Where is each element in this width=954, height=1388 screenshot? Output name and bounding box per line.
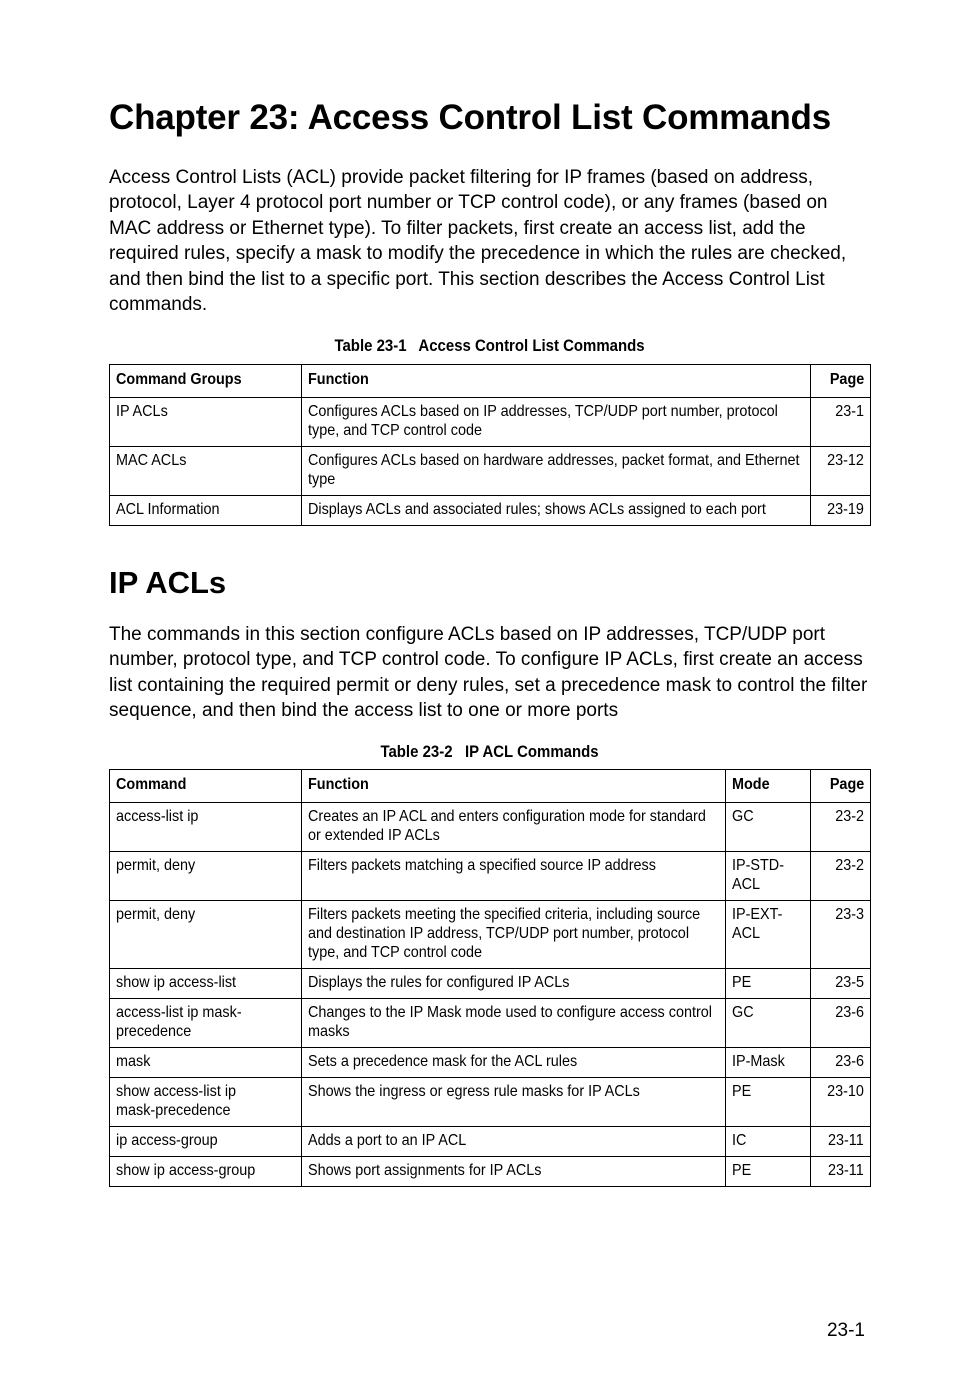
table-cell xyxy=(726,1127,811,1157)
table-row xyxy=(110,901,871,969)
header-cell xyxy=(811,365,871,398)
table-cell xyxy=(302,447,811,496)
table-row xyxy=(110,496,871,526)
cell-text: 23-11 xyxy=(828,1162,864,1179)
cell-text: GC xyxy=(732,808,754,825)
header-label: Command xyxy=(116,776,187,793)
cell-text: 23-12 xyxy=(827,452,864,469)
table-cell xyxy=(302,1048,726,1078)
header-cell xyxy=(726,770,811,803)
table-cell xyxy=(726,1078,811,1127)
cell-text: Configures ACLs based on hardware addresses, packet format, and Ethernet type xyxy=(308,452,800,488)
table-cell xyxy=(110,969,302,999)
cell-text: MAC ACLs xyxy=(116,452,187,469)
table-row xyxy=(110,1157,871,1187)
table-cell xyxy=(302,969,726,999)
ip-acl-commands-table xyxy=(109,769,871,1187)
cell-text: access-list ip xyxy=(116,808,199,825)
table-cell xyxy=(811,1048,871,1078)
table-cell xyxy=(811,1127,871,1157)
table-cell xyxy=(726,901,811,969)
table-row xyxy=(110,999,871,1048)
cell-text: IP-EXT-ACL xyxy=(732,906,783,942)
table-cell xyxy=(110,901,302,969)
cell-text: 23-5 xyxy=(835,974,864,991)
header-label: Function xyxy=(308,776,369,793)
table-row xyxy=(110,803,871,852)
header-cell xyxy=(110,770,302,803)
cell-text: permit, deny xyxy=(116,857,196,874)
table-cell xyxy=(811,969,871,999)
cell-text: Displays ACLs and associated rules; shows ACLs assigned to each port xyxy=(308,501,766,518)
cell-text: 23-11 xyxy=(828,1132,864,1149)
cell-text: GC xyxy=(732,1004,754,1021)
table-cell xyxy=(726,803,811,852)
cell-text: permit, deny xyxy=(116,906,196,923)
chapter-title: Chapter 23: Access Control List Commands xyxy=(109,98,831,137)
cell-text: IP ACLs xyxy=(116,403,168,420)
table-cell xyxy=(811,496,871,526)
table-cell xyxy=(110,1048,302,1078)
cell-text: Displays the rules for configured IP ACLs xyxy=(308,974,570,991)
table-cell xyxy=(110,1157,302,1187)
cell-text: mask xyxy=(116,1053,151,1070)
cell-text: 23-6 xyxy=(835,1004,864,1021)
table-cell xyxy=(811,901,871,969)
cell-text: IP-STD-ACL xyxy=(732,857,785,893)
cell-text: 23-2 xyxy=(835,857,864,874)
table-cell xyxy=(302,999,726,1048)
cell-text: Shows port assignments for IP ACLs xyxy=(308,1162,542,1179)
table-cell xyxy=(811,803,871,852)
cell-text: show ip access-group xyxy=(116,1162,256,1179)
header-cell xyxy=(110,365,302,398)
header-label: Mode xyxy=(732,776,770,793)
table-cell xyxy=(110,398,302,447)
page-number: 23-1 xyxy=(826,1320,865,1341)
table-row xyxy=(110,969,871,999)
intro-paragraph: Access Control Lists (ACL) provide packet filtering for IP frames (based on address, protocol, Layer 4 protocol port number or TCP control code), or any frames (based on MAC address or Ethernet type). To filter packets, first create an access list, add the required rules, specify a mask to modify the precedence in which the rules are checked, and then bind the list to a specific port. This section describes the Access Control List commands. xyxy=(109,167,847,316)
cell-text: IC xyxy=(732,1132,747,1149)
table-cell xyxy=(110,447,302,496)
cell-text: 23-19 xyxy=(827,501,864,518)
table-header-row xyxy=(110,365,871,398)
header-cell xyxy=(811,770,871,803)
header-label: Command Groups xyxy=(116,371,242,388)
table-cell xyxy=(302,1078,726,1127)
cell-text: 23-10 xyxy=(827,1083,864,1100)
header-label: Page xyxy=(829,776,864,793)
cell-text: Changes to the IP Mask mode used to configure access control masks xyxy=(308,1004,712,1040)
cell-text: PE xyxy=(732,1083,752,1100)
table-cell xyxy=(110,803,302,852)
table2-caption: Table 23-2 IP ACL Commands xyxy=(380,742,599,761)
cell-text: IP-Mask xyxy=(732,1053,785,1070)
table-cell xyxy=(811,1157,871,1187)
table-row xyxy=(110,852,871,901)
table-cell xyxy=(110,999,302,1048)
cell-text: Sets a precedence mask for the ACL rules xyxy=(308,1053,578,1070)
table-cell xyxy=(302,1127,726,1157)
table-cell xyxy=(110,852,302,901)
cell-text: Filters packets meeting the specified criteria, including source and destination IP address, TCP/UDP port number, protocol type, and TCP control code xyxy=(308,906,701,961)
table-row xyxy=(110,1048,871,1078)
table-cell xyxy=(811,1078,871,1127)
cell-text: access-list ip mask-precedence xyxy=(116,1004,242,1040)
cell-text: 23-3 xyxy=(835,906,864,923)
cell-text: 23-6 xyxy=(835,1053,864,1070)
cell-text: show ip access-list xyxy=(116,974,237,991)
header-label: Page xyxy=(829,371,864,388)
table-cell xyxy=(302,901,726,969)
header-label: Function xyxy=(308,371,369,388)
cell-text: PE xyxy=(732,974,752,991)
cell-text: Adds a port to an IP ACL xyxy=(308,1132,467,1149)
table-cell xyxy=(811,447,871,496)
header-cell xyxy=(302,770,726,803)
section-title: IP ACLs xyxy=(109,565,227,600)
table-row xyxy=(110,398,871,447)
table-row xyxy=(110,1078,871,1127)
table-header-row xyxy=(110,770,871,803)
section-intro-paragraph: The commands in this section configure ACLs based on IP addresses, TCP/UDP port number, protocol type, and TCP control code. To configure IP ACLs, first create an access list containing the required permit or deny rules, set a precedence mask to control the filter sequence, and then bind the access list to one or more ports xyxy=(109,624,868,722)
table-cell xyxy=(811,398,871,447)
acl-command-groups-table xyxy=(109,364,871,526)
table1-caption: Table 23-1 Access Control List Commands xyxy=(334,336,645,355)
table-cell xyxy=(110,1078,302,1127)
cell-text: 23-1 xyxy=(835,403,864,420)
table-cell xyxy=(302,398,811,447)
table-cell xyxy=(726,969,811,999)
table-cell xyxy=(302,803,726,852)
table-cell xyxy=(726,1157,811,1187)
table-cell xyxy=(302,852,726,901)
table-cell xyxy=(811,999,871,1048)
cell-text: ip access-group xyxy=(116,1132,218,1149)
table-cell xyxy=(726,1048,811,1078)
cell-text: show access-list ip mask-precedence xyxy=(116,1083,237,1119)
cell-text: PE xyxy=(732,1162,752,1179)
table-cell xyxy=(302,496,811,526)
table-row xyxy=(110,1127,871,1157)
cell-text: 23-2 xyxy=(835,808,864,825)
cell-text: Creates an IP ACL and enters configuration mode for standard or extended IP ACLs xyxy=(308,808,706,844)
table-cell xyxy=(302,1157,726,1187)
cell-text: Shows the ingress or egress rule masks for IP ACLs xyxy=(308,1083,640,1100)
table-cell xyxy=(110,1127,302,1157)
cell-text: Filters packets matching a specified source IP address xyxy=(308,857,656,874)
table-cell xyxy=(110,496,302,526)
table-row xyxy=(110,447,871,496)
cell-text: Configures ACLs based on IP addresses, TCP/UDP port number, protocol type, and TCP control code xyxy=(308,403,778,439)
table-cell xyxy=(726,999,811,1048)
table-cell xyxy=(811,852,871,901)
header-cell xyxy=(302,365,811,398)
cell-text: ACL Information xyxy=(116,501,220,518)
table-cell xyxy=(726,852,811,901)
